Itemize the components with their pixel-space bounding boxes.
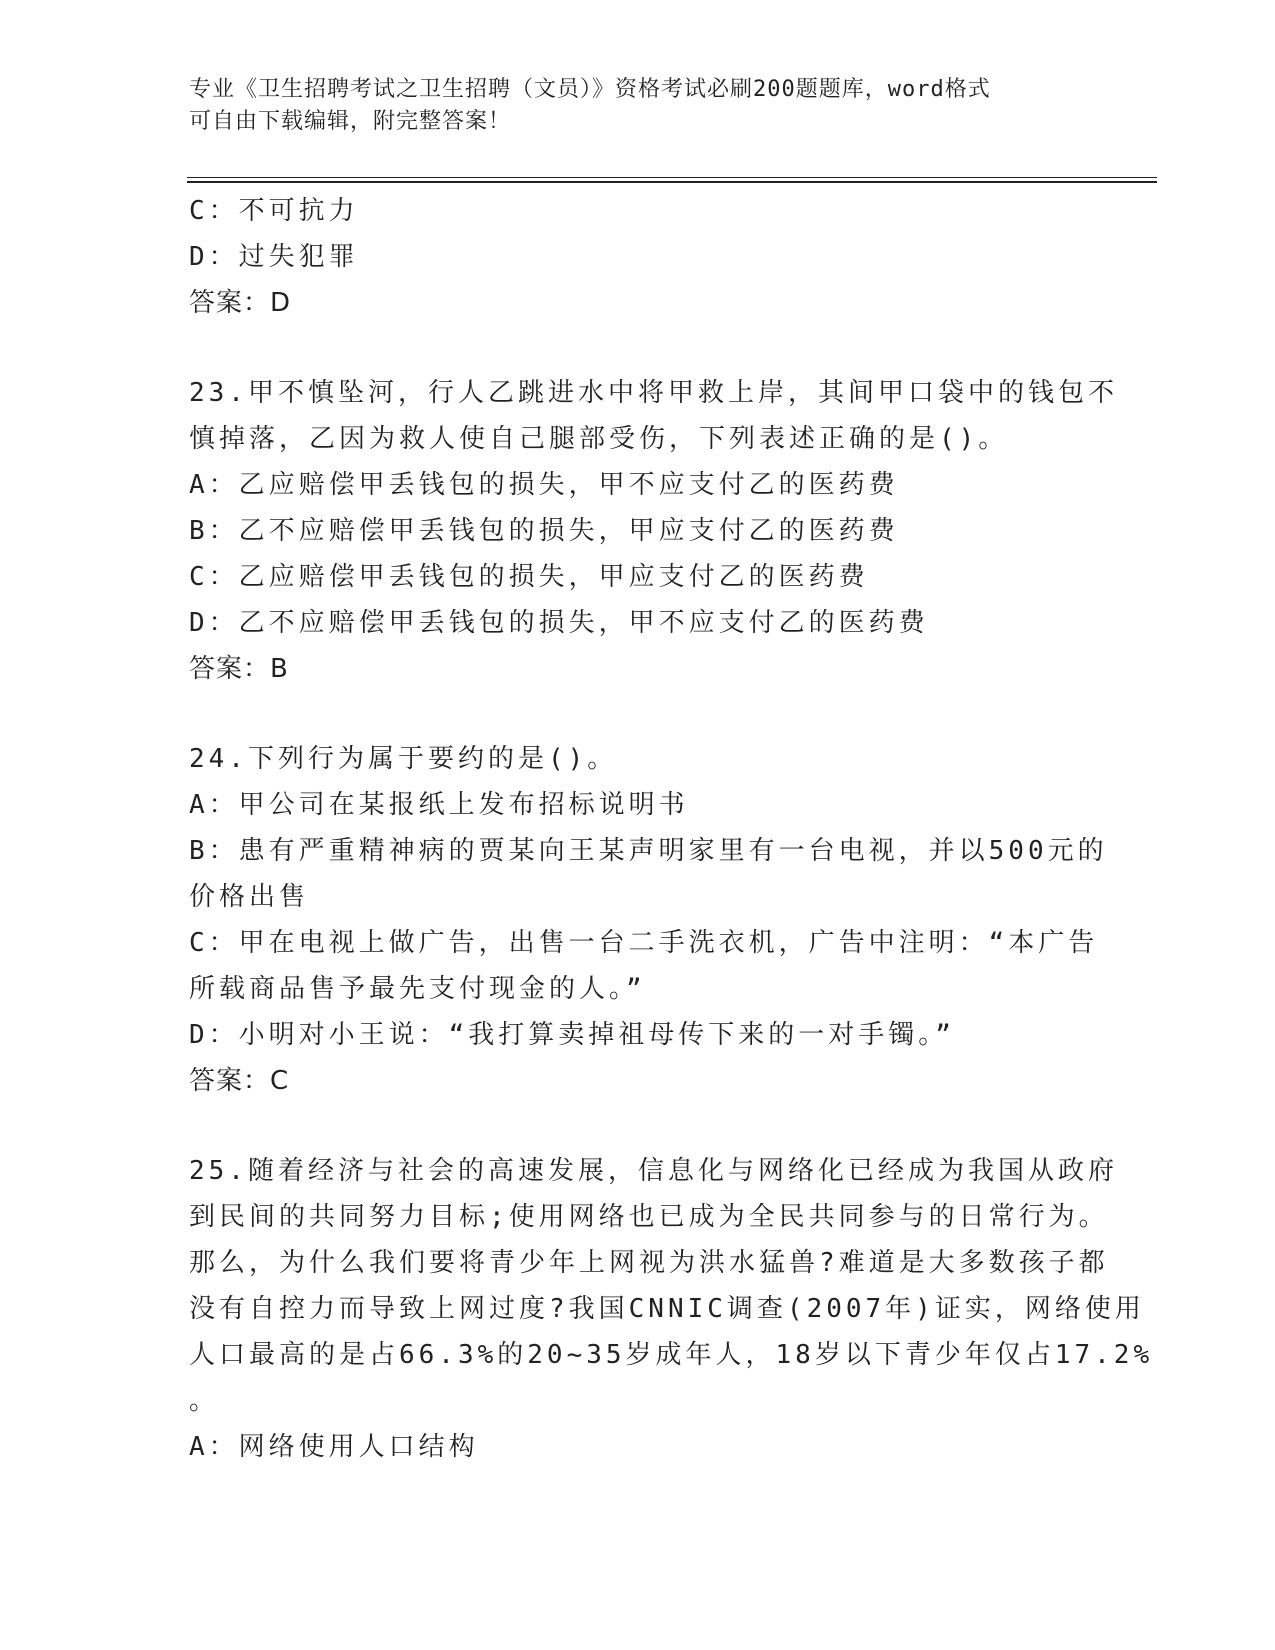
question-stem: 到民间的共同努力目标;使用网络也已成为全民共同参与的日常行为。	[189, 1202, 1109, 1232]
question-stem: 慎掉落，乙因为救人使自己腿部受伤，下列表述正确的是()。	[189, 424, 1009, 454]
spacer	[189, 692, 1089, 736]
spacer	[189, 326, 1089, 370]
option-a: A：甲公司在某报纸上发布招标说明书	[189, 790, 689, 820]
question-stem: 23.甲不慎坠河，行人乙跳进水中将甲救上岸，其间甲口袋中的钱包不	[189, 378, 1118, 408]
question-stem: 25.随着经济与社会的高速发展，信息化与网络化已经成为我国从政府	[189, 1156, 1118, 1186]
question-23	[189, 370, 1118, 692]
answer: 答案：C	[189, 1066, 290, 1096]
option-d: D：过失犯罪	[189, 242, 359, 272]
option-c-continued: 所载商品售予最先支付现金的人。”	[189, 974, 646, 1004]
question-stem: 24.下列行为属于要约的是()。	[189, 744, 618, 774]
option-d: D：小明对小王说：“我打算卖掉祖母传下来的一对手镯。”	[189, 1020, 955, 1050]
option-c: C：甲在电视上做广告，出售一台二手洗衣机，广告中注明：“本广告	[189, 928, 1099, 958]
question-stem: 。	[189, 1386, 220, 1416]
spacer	[189, 1104, 1089, 1148]
answer: 答案：D	[189, 288, 292, 318]
question-22	[189, 188, 1089, 326]
question-stem: 那么，为什么我们要将青少年上网视为洪水猛兽?难道是大多数孩子都	[189, 1248, 1109, 1278]
header-divider	[187, 177, 1157, 183]
document-body	[189, 188, 1154, 1470]
question-stem: 人口最高的是占66.3%的20~35岁成年人，18岁以下青少年仅占17.2%	[189, 1340, 1154, 1370]
option-a: A：乙应赔偿甲丢钱包的损失，甲不应支付乙的医药费	[189, 470, 899, 500]
option-b-continued: 价格出售	[189, 882, 310, 912]
answer: 答案：B	[189, 654, 289, 684]
option-c: C：乙应赔偿甲丢钱包的损失，甲应支付乙的医药费	[189, 562, 869, 592]
question-25	[189, 1148, 1154, 1470]
option-b: B：患有严重精神病的贾某向王某声明家里有一台电视，并以500元的	[189, 836, 1108, 866]
option-b: B：乙不应赔偿甲丢钱包的损失，甲应支付乙的医药费	[189, 516, 899, 546]
option-a: A：网络使用人口结构	[189, 1432, 479, 1462]
option-d: D：乙不应赔偿甲丢钱包的损失，甲不应支付乙的医药费	[189, 608, 929, 638]
document-header	[189, 74, 1069, 138]
question-24	[189, 736, 1108, 1104]
header-line-1: 专业《卫生招聘考试之卫生招聘（文员）》资格考试必刷200题题库，word格式	[189, 77, 991, 102]
question-stem: 没有自控力而导致上网过度?我国CNNIC调查(2007年)证实，网络使用	[189, 1294, 1145, 1324]
header-line-2: 可自由下载编辑，附完整答案！	[189, 109, 512, 134]
option-c: C：不可抗力	[189, 196, 359, 226]
